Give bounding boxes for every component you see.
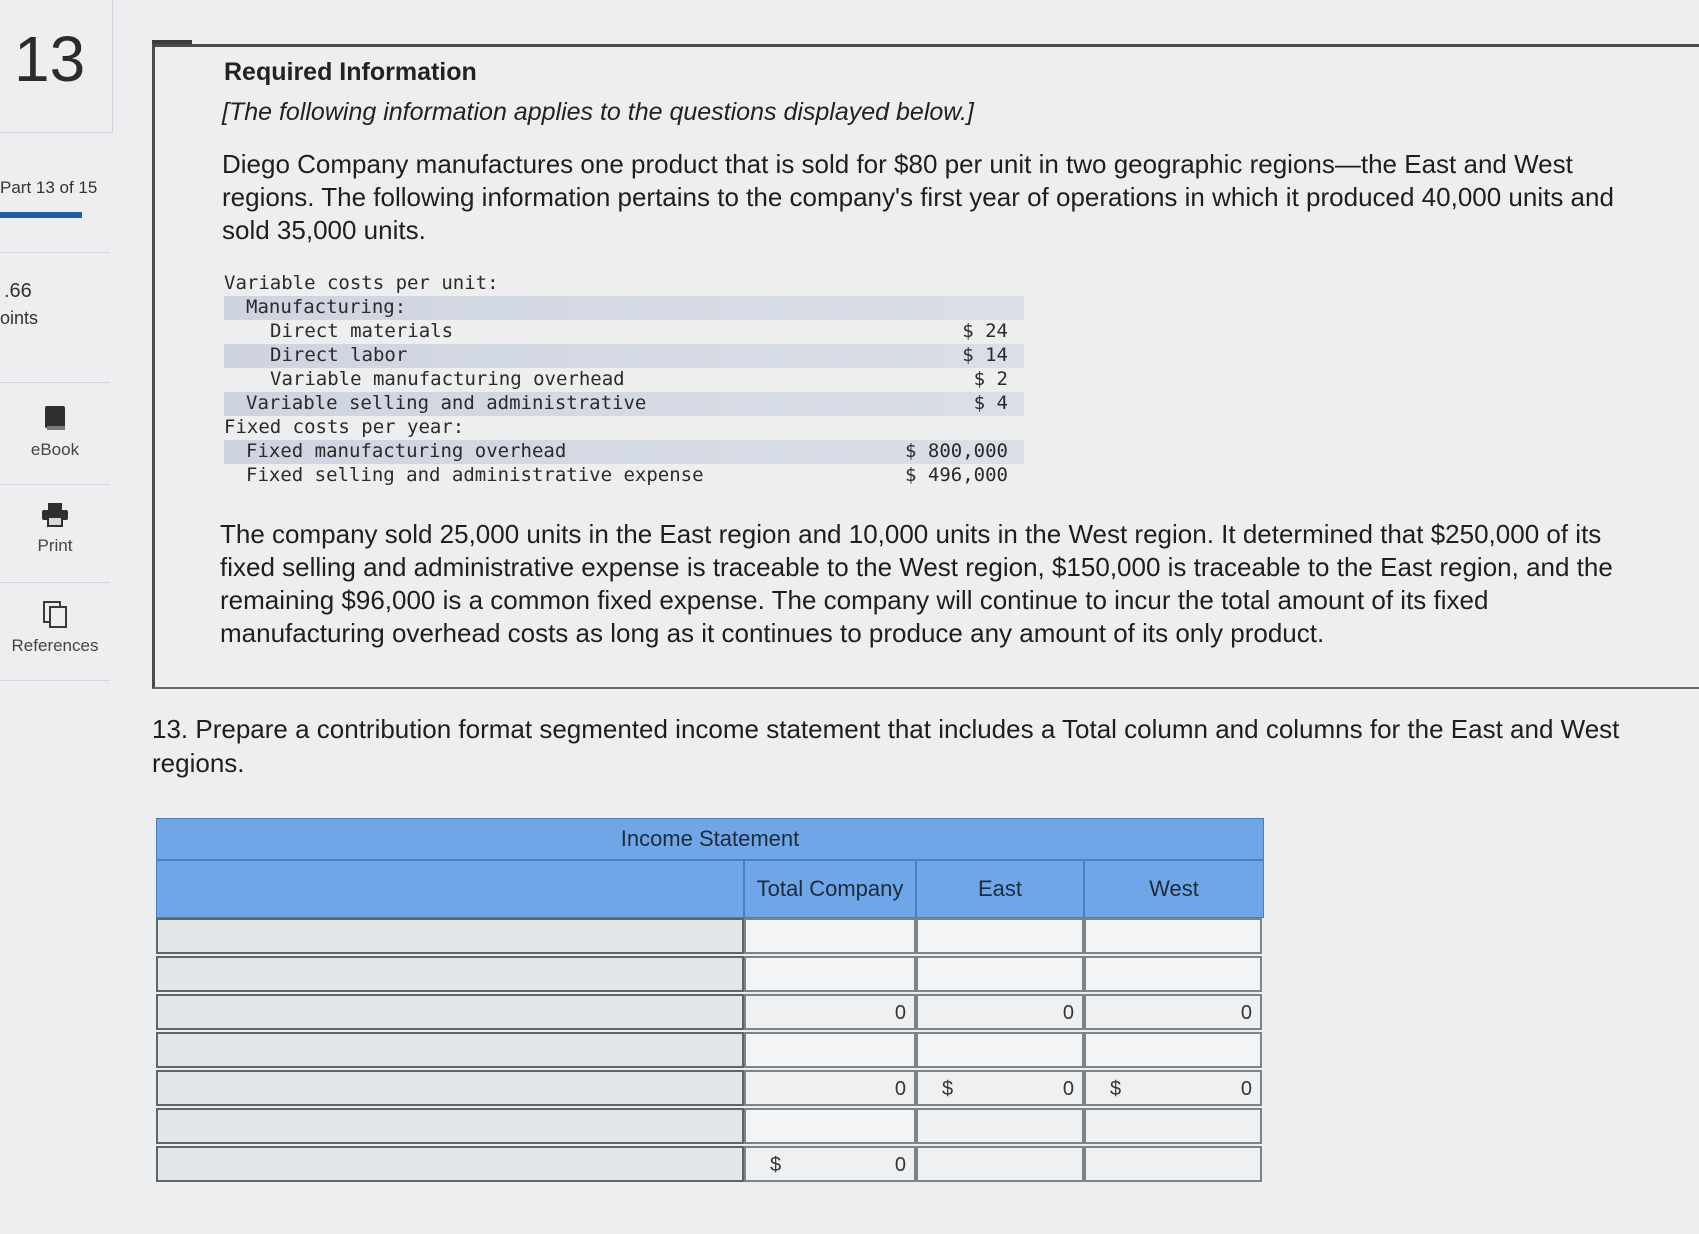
total-segment-margin-value: 0 [894, 1078, 906, 1100]
cost-label: Variable costs per unit: [224, 272, 499, 294]
cost-row [224, 392, 1024, 416]
question-number: 13 [14, 23, 86, 95]
west-subtotal-value: 0 [1240, 1002, 1252, 1024]
cost-value: $ 14 [962, 344, 1008, 366]
cost-row [224, 416, 1024, 440]
west-segment-margin-value: 0 [1240, 1078, 1252, 1100]
total-input[interactable] [744, 918, 916, 954]
west-empty-cell [1084, 1108, 1262, 1144]
currency-sign: $ [1110, 1078, 1122, 1100]
cost-value: $ 800,000 [905, 440, 1008, 462]
cost-label: Fixed costs per year: [224, 416, 465, 438]
total-net-operating-income-value: 0 [894, 1154, 906, 1176]
print-button[interactable] [0, 502, 110, 556]
part-progress-bar [0, 212, 82, 218]
rail-divider [0, 582, 110, 583]
row-label-dropdown[interactable] [156, 1070, 744, 1106]
total-input[interactable] [744, 1108, 916, 1144]
references-icon [42, 600, 68, 628]
cost-value: $ 496,000 [905, 464, 1008, 486]
east-subtotal-value: 0 [1062, 1002, 1074, 1024]
question-number-box[interactable] [0, 0, 113, 133]
row-label-dropdown[interactable] [156, 994, 744, 1030]
currency-sign: $ [770, 1154, 782, 1176]
cost-row [224, 344, 1024, 368]
west-segment-margin [1084, 1070, 1262, 1106]
income-statement-grid [156, 818, 1264, 1202]
cost-label: Manufacturing: [246, 296, 407, 318]
currency-sign: $ [942, 1078, 954, 1100]
cost-value: $ 24 [962, 320, 1008, 342]
east-header: East [916, 860, 1084, 918]
row-label-dropdown[interactable] [156, 1032, 744, 1068]
cost-row [224, 368, 1024, 392]
rail-divider [0, 680, 110, 681]
row-label-dropdown[interactable] [156, 918, 744, 954]
total-company-header: Total Company [744, 860, 916, 918]
cost-row [224, 272, 1024, 296]
regional-details: The company sold 25,000 units in the East region and 10,000 units in the West region. It determined that $250,000 of its fixed selling and administrative expense is traceable to the West region, $150,000 is traceable to the East region, and the remaining $96,000 is a common fixed expense. The company will continue to incur the total amount of its fixed manufacturing overhead costs as long as it continues to produce any amount of its only product. [220, 519, 1613, 648]
cost-label: Direct materials [270, 320, 454, 342]
question-prompt: 13. Prepare a contribution format segmented income statement that includes a Total column and columns for the East and West regions. [152, 714, 1620, 778]
company-description: Diego Company manufactures one product that is sold for $80 per unit in two geographic regions—the East and West regions. The following information pertains to the company's first year of operations in which it produced 40,000 units and sold 35,000 units. [222, 149, 1614, 245]
points-label: oints [0, 308, 39, 328]
references-label: References [11, 636, 99, 655]
total-subtotal-value: 0 [894, 1002, 906, 1024]
east-input[interactable] [916, 1032, 1084, 1068]
cost-label: Fixed selling and administrative expense [246, 464, 704, 486]
west-empty-cell [1084, 1146, 1262, 1182]
total-segment-margin [744, 1070, 916, 1106]
cost-label: Variable selling and administrative [246, 392, 647, 414]
cost-label: Direct labor [270, 344, 408, 366]
ebook-button[interactable] [0, 404, 110, 460]
references-button[interactable] [0, 600, 110, 656]
row-label-dropdown[interactable] [156, 956, 744, 992]
east-empty-cell [916, 1108, 1084, 1144]
cost-label: Variable manufacturing overhead [270, 368, 625, 390]
cost-row [224, 320, 1024, 344]
cost-row [224, 464, 1024, 488]
east-segment-margin [916, 1070, 1084, 1106]
cost-value: $ 4 [973, 392, 1008, 414]
east-input[interactable] [916, 956, 1084, 992]
required-information-title: Required Information [224, 58, 477, 86]
label-column-header [156, 860, 744, 918]
west-header: West [1084, 860, 1264, 918]
printer-icon [41, 502, 69, 528]
east-empty-cell [916, 1146, 1084, 1182]
book-icon [43, 404, 67, 432]
west-input[interactable] [1084, 918, 1262, 954]
west-input[interactable] [1084, 1032, 1262, 1068]
east-subtotal [916, 994, 1084, 1030]
rail-divider [0, 484, 110, 485]
total-subtotal [744, 994, 916, 1030]
row-label-dropdown[interactable] [156, 1146, 744, 1182]
rail-divider [0, 382, 110, 383]
west-input[interactable] [1084, 956, 1262, 992]
total-input[interactable] [744, 956, 916, 992]
west-subtotal [1084, 994, 1262, 1030]
left-rail [0, 0, 112, 690]
part-indicator: Part 13 of 15 [0, 178, 98, 197]
print-label: Print [37, 536, 73, 555]
ebook-label: eBook [30, 440, 80, 459]
income-statement-title: Income Statement [156, 818, 1264, 860]
required-information-subtitle: [The following information applies to the questions displayed below.] [222, 98, 974, 126]
total-input[interactable] [744, 1032, 916, 1068]
rail-divider [0, 252, 110, 253]
points-value: .66 [4, 280, 32, 302]
row-label-dropdown[interactable] [156, 1108, 744, 1144]
total-net-operating-income [744, 1146, 916, 1182]
cost-row [224, 440, 1024, 464]
east-segment-margin-value: 0 [1062, 1078, 1074, 1100]
cost-row [224, 296, 1024, 320]
east-input[interactable] [916, 918, 1084, 954]
cost-value: $ 2 [973, 368, 1008, 390]
cost-label: Fixed manufacturing overhead [246, 440, 567, 462]
